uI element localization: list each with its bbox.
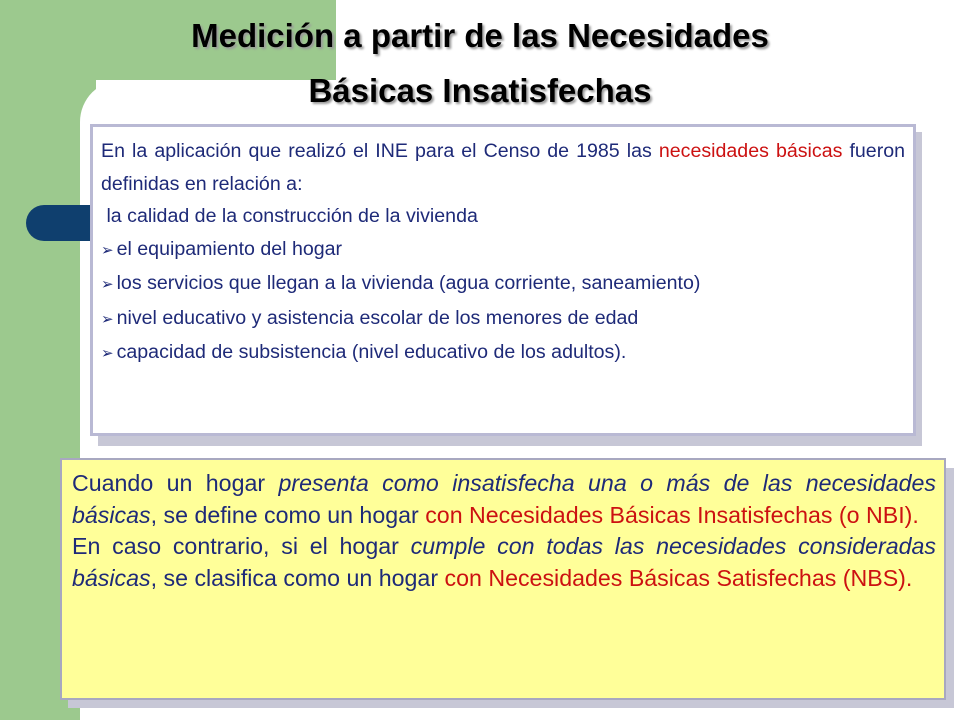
list-item-plain <box>101 200 905 233</box>
nbs-text-a: En caso contrario, si el hogar <box>72 533 399 559</box>
list-item-plain-text: la calidad de la construcción de la vivienda <box>106 205 478 227</box>
list-item <box>101 233 905 268</box>
list-item <box>101 302 905 337</box>
nbs-text-italic: cumple con todas las necesidades consideradas básicas <box>72 533 937 591</box>
slide-title <box>0 8 960 118</box>
nbs-paragraph <box>72 531 936 594</box>
nbi-text-a: Cuando un hogar <box>72 470 266 496</box>
title-line-2: Básicas Insatisfechas <box>308 72 652 109</box>
arrow-bullet-icon: ➢ <box>101 241 114 259</box>
title-line-1: Medición a partir de las Necesidades <box>191 17 769 54</box>
list-item <box>101 267 905 302</box>
list-item-text: los servicios que llegan a la vivienda (agua corriente, saneamiento) <box>116 272 701 294</box>
arrow-bullet-icon: ➢ <box>101 276 114 293</box>
list-item-text: nivel educativo y asistencia escolar de los menores de edad <box>116 306 639 329</box>
nbs-text-c: , se clasifica como un hogar <box>150 564 439 591</box>
list-item <box>101 336 905 371</box>
list-item-text: el equipamiento del hogar <box>116 237 343 260</box>
nbi-text-highlight: con Necesidades Básicas Insatisfechas (o NBI). <box>425 501 919 528</box>
intro-text-a: En la aplicación que realizó el INE para el Censo de 1985 las <box>101 140 652 162</box>
intro-paragraph <box>101 135 905 200</box>
nbi-definition-box <box>60 458 946 700</box>
nbi-paragraph <box>72 468 936 531</box>
list-item-text: capacidad de subsistencia (nivel educativo de los adultos). <box>116 341 627 363</box>
arrow-bullet-icon: ➢ <box>101 345 114 362</box>
nbs-text-highlight: con Necesidades Básicas Satisfechas (NBS). <box>444 564 913 591</box>
arrow-bullet-icon: ➢ <box>101 310 114 328</box>
nbi-text-c: , se define como un hogar <box>150 501 419 528</box>
intro-text-b: fueron definidas en relación a: <box>101 140 906 195</box>
intro-text-highlight: necesidades básicas <box>658 140 843 162</box>
nbi-text-italic: presenta como insatisfecha una o más de las necesidades básicas <box>72 470 936 528</box>
census-definition-box <box>90 124 916 436</box>
